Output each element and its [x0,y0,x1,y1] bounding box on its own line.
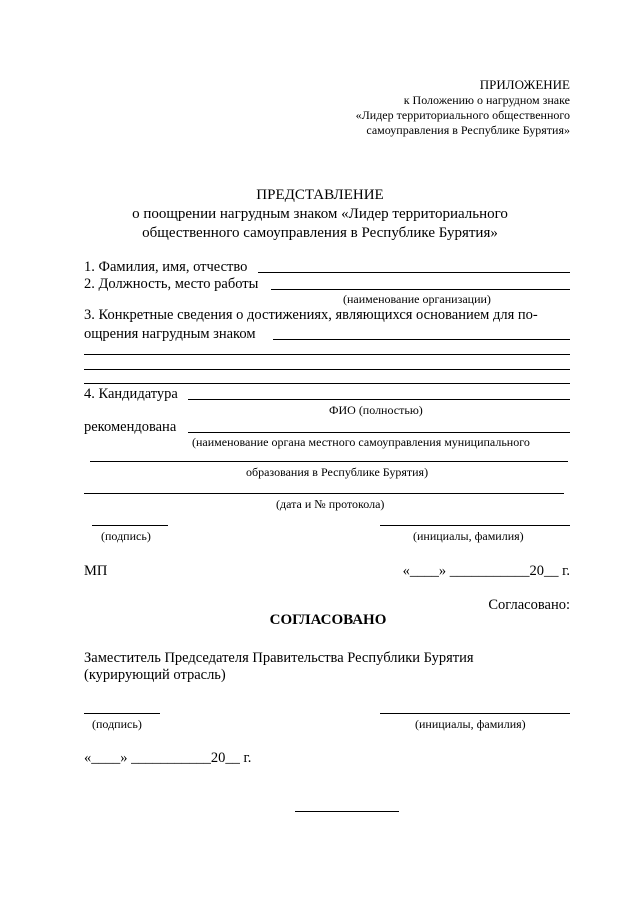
item-fio-label: 1. Фамилия, имя, отчество [84,259,248,275]
approval-signature-line[interactable] [84,713,160,714]
protocol-field-line[interactable] [84,493,564,494]
recommended-field-line-1[interactable] [188,432,570,433]
item-candidate-label: 4. Кандидатура [84,386,178,402]
recommended-label: рекомендована [84,419,177,435]
approval-initials-line[interactable] [380,713,570,714]
appendix-line-2: «Лидер территориального общественного [355,108,570,122]
signature-field-line[interactable] [92,525,168,526]
initials-hint: (инициалы, фамилия) [413,529,524,543]
achievements-field-line-3[interactable] [84,369,570,370]
document-subtitle-1: о поощрении нагрудным знаком «Лидер территориального [132,206,508,222]
official-line-2: (курирующий отрасль) [84,667,226,683]
document-title: ПРЕДСТАВЛЕНИЕ [256,187,384,203]
appendix-line-1: к Положению о нагрудном знаке [403,93,570,107]
approval-initials-hint: (инициалы, фамилия) [415,717,526,731]
date-field[interactable]: «____» ___________20__ г. [402,563,570,579]
achievements-field-line-2[interactable] [84,354,570,355]
document-subtitle-2: общественного самоуправления в Республике Бурятия» [142,225,498,241]
appendix-title: ПРИЛОЖЕНИЕ [479,77,570,92]
approval-date-field[interactable]: «____» ___________20__ г. [84,750,252,766]
appendix-line-3: самоуправления в Республике Бурятия» [366,123,570,137]
approval-title: СОГЛАСОВАНО [269,612,387,628]
official-line-1: Заместитель Председателя Правительства Республики Бурятия [84,650,474,666]
item-achievements-label: 3. Конкретные сведения о достижениях, являющихся основанием для по- [84,307,538,323]
protocol-hint: (дата и № протокола) [276,497,385,511]
item-position-label: 2. Должность, место работы [84,276,259,292]
initials-field-line[interactable] [380,525,570,526]
bottom-separator [295,811,399,812]
organization-hint: (наименование организации) [343,292,491,306]
approval-signature-hint: (подпись) [92,717,142,731]
position-field-line[interactable] [271,289,570,290]
recommended-hint-1: (наименование органа местного самоуправления муниципального [192,435,530,449]
signature-hint: (подпись) [101,529,151,543]
fio-field-line[interactable] [258,272,570,273]
achievements-field-line-4[interactable] [84,383,570,384]
achievements-field-line-1[interactable] [273,339,570,340]
recommended-field-line-2[interactable] [90,461,568,462]
recommended-hint-2: образования в Республике Бурятия) [246,465,429,479]
candidate-hint: ФИО (полностью) [329,403,423,417]
stamp-label: МП [84,563,108,579]
item-achievements-label-cont: ощрения нагрудным знаком [84,326,256,342]
agreed-label: Согласовано: [488,597,570,613]
candidate-field-line[interactable] [188,399,570,400]
